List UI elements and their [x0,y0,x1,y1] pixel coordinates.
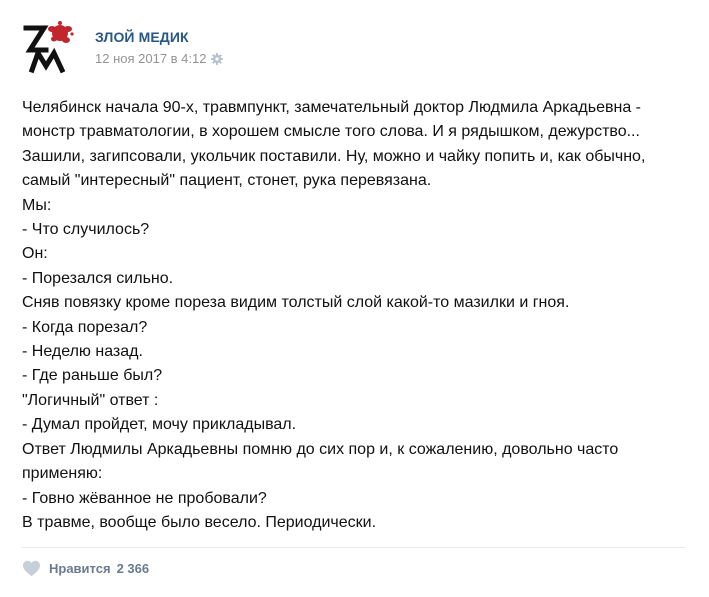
author-name[interactable]: ЗЛОЙ МЕДИК [95,29,189,45]
heart-icon [22,560,41,577]
text-line: - Где раньше был? [22,367,163,385]
post-date[interactable]: 12 ноя 2017 в 4:12 [95,51,207,66]
text-line: применяю: [22,465,103,483]
like-label: Нравится [49,561,111,576]
post-divider [22,547,685,548]
text-line: "Логичный" ответ : [22,391,159,409]
gear-icon[interactable] [211,53,223,65]
post-meta [95,51,223,66]
text-line: - Говно жёванное не пробовали? [22,489,267,507]
like-count: 2 366 [116,561,150,576]
text-line: Мы: [22,196,52,214]
text-line: Он: [22,245,48,263]
text-line: монстр травматологии, в хорошем смысле того слова. И я рядышком, дежурство... [22,123,640,141]
text-line: самый "интересный" пациент, стонет, рука перевязана. [22,172,432,190]
text-line: - Неделю назад. [22,343,143,361]
avatar[interactable] [22,20,76,74]
text-line: - Порезался сильно. [22,269,174,287]
text-line: - Что случилось? [22,221,150,239]
text-line: Сняв повязку кроме пореза видим толстый слой какой-то мазилки и гноя. [22,294,570,312]
text-line: В травме, вообще было весело. Периодически. [22,513,377,531]
text-line: - Когда порезал? [22,318,148,336]
text-line: Ответ Людмилы Аркадьевны помню до сих пор и, к сожалению, довольно часто [22,440,619,458]
like-button[interactable] [22,560,149,577]
zm-logo-icon [22,20,76,74]
text-line: Челябинск начала 90-х, травмпункт, замечательный доктор Людмила Аркадьевна - [22,99,641,116]
post-text [22,96,687,535]
text-line: Зашили, загипсовали, укольчик поставили. Ну, можно и чайку попить и, как обычно, [22,147,646,165]
text-line: - Думал пройдет, мочу прикладывал. [22,416,297,434]
